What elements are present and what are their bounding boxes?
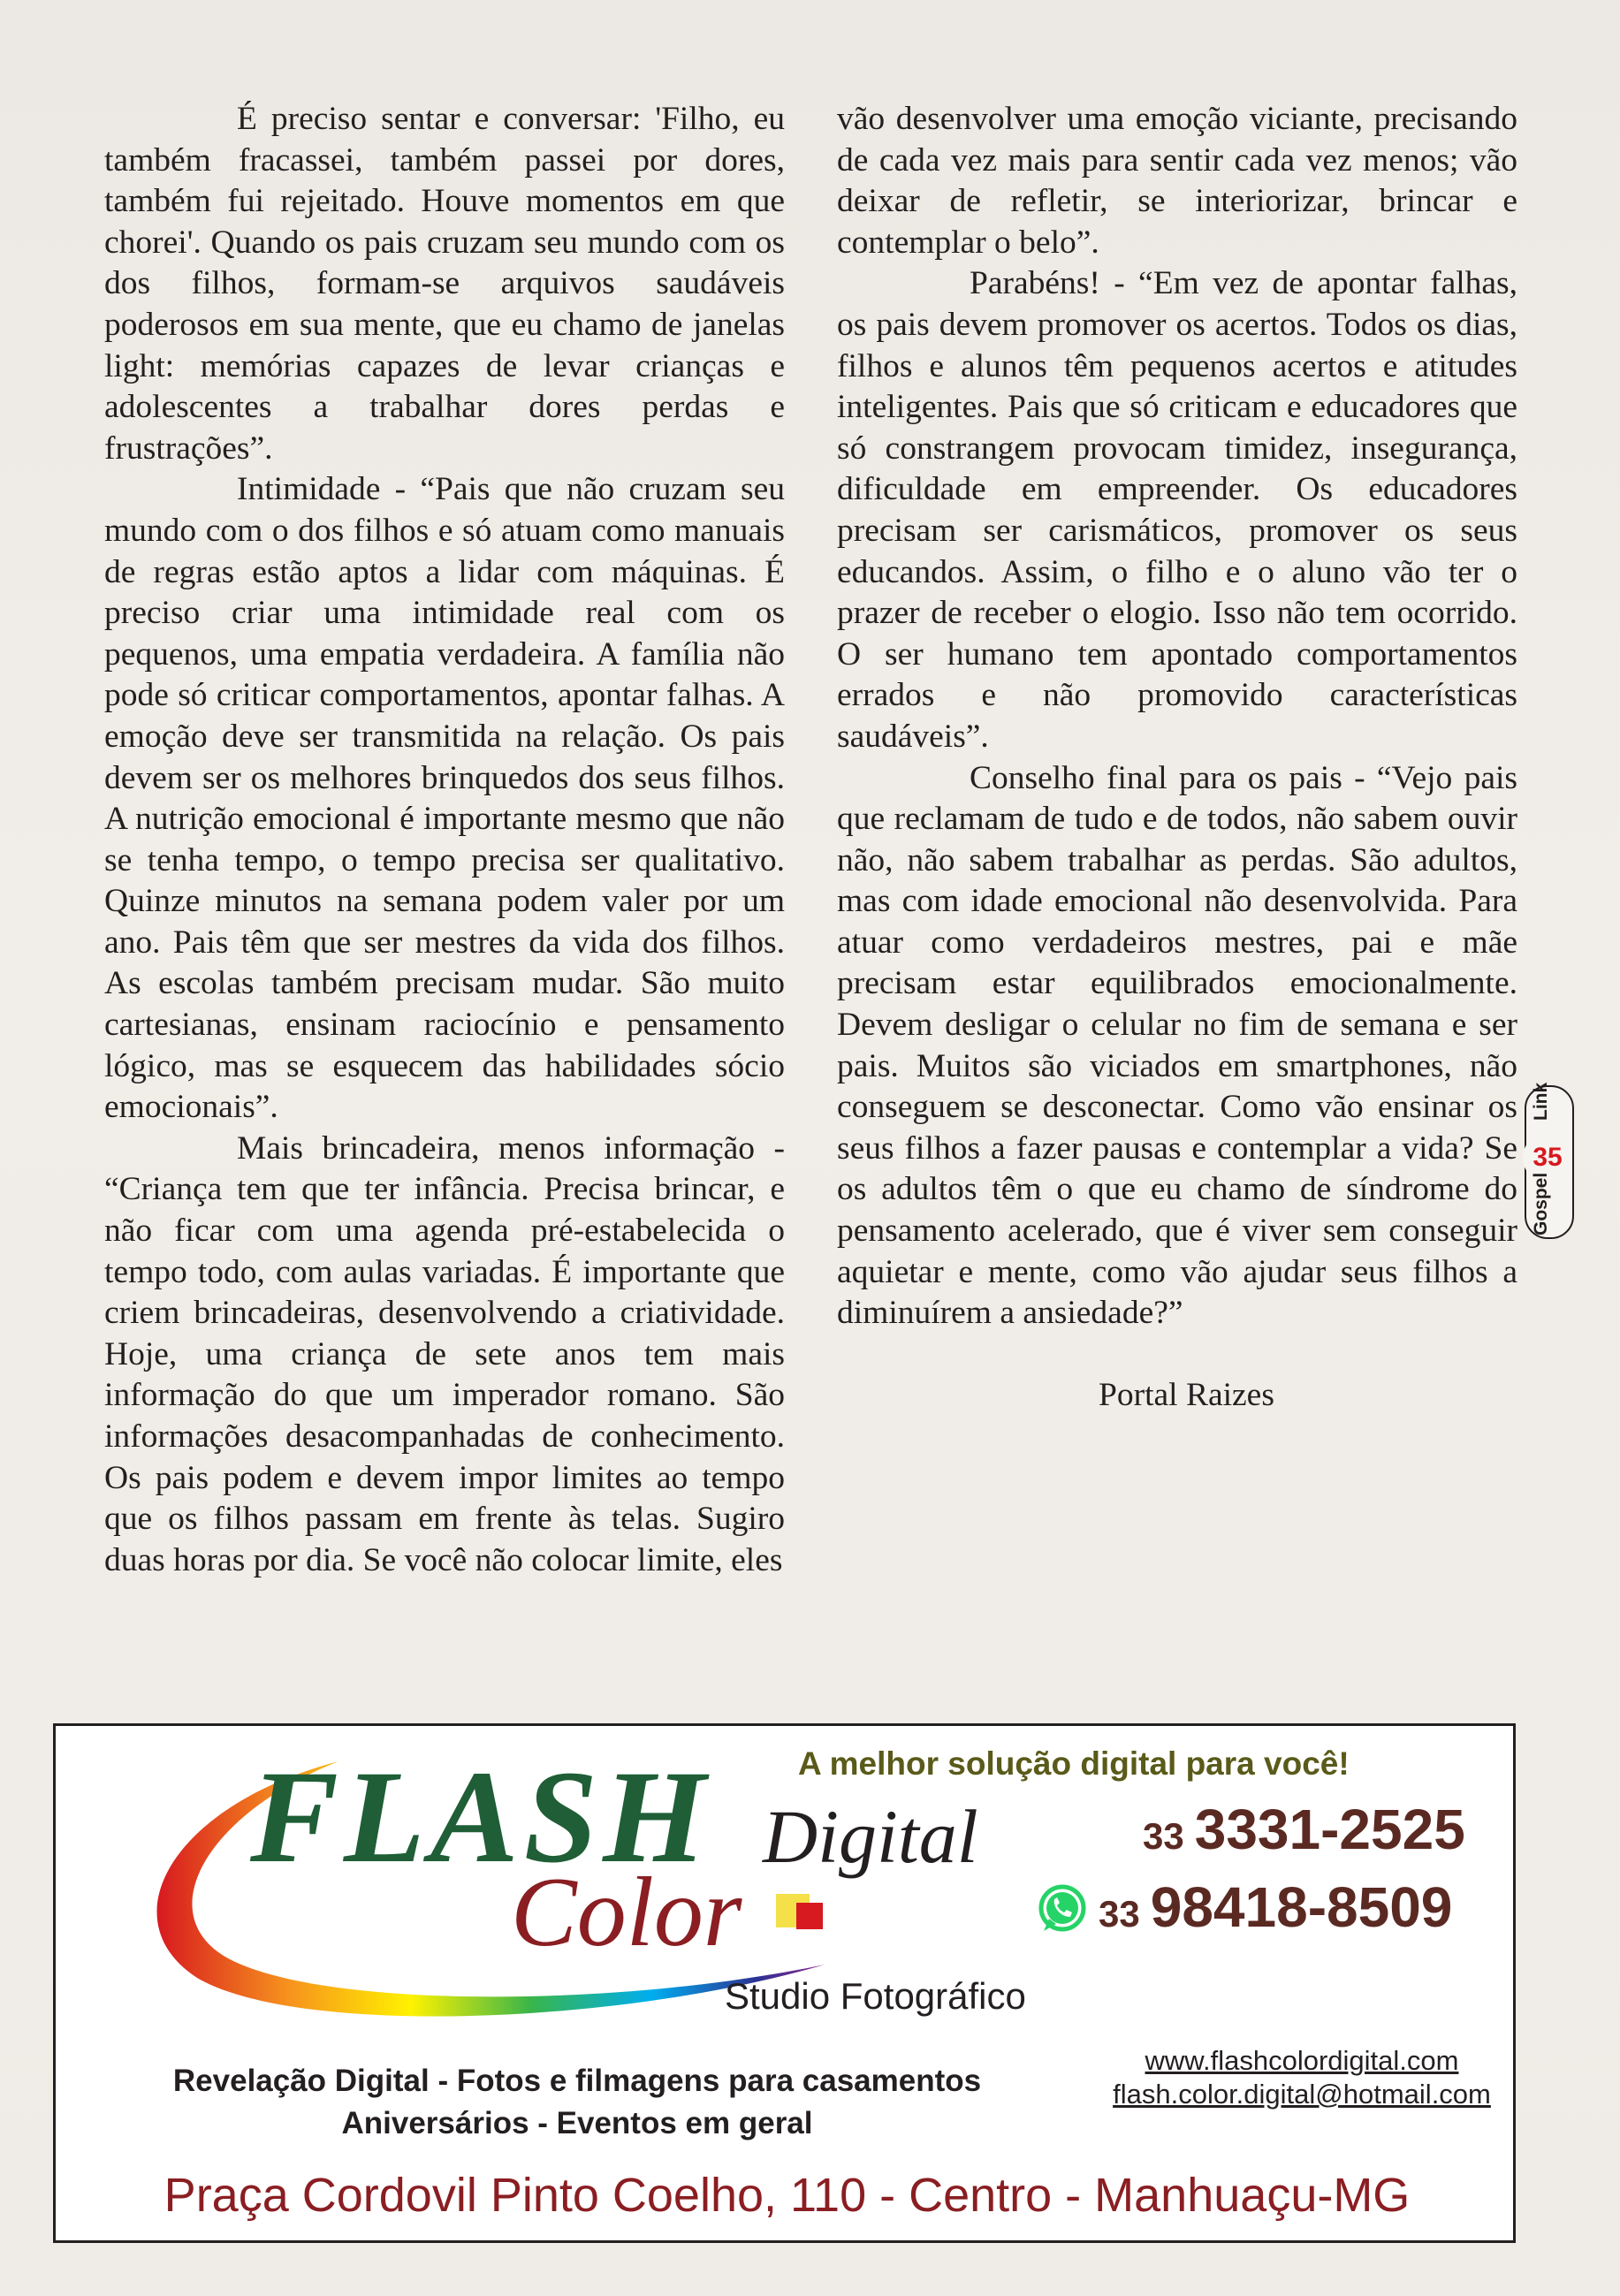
services-list: [109, 2060, 1046, 2145]
article-paragraph: vão desenvolver uma emoção viciante, precisando de cada vez mais para sentir cada vez menos; vão deixar de refletir, se interiorizar, brincar e contemplar o belo”.: [837, 101, 1517, 261]
advertisement: [53, 1723, 1516, 2243]
article-paragraph: Mais brincadeira, menos informação - “Criança tem que ter infância. Precisa brincar, e não ficar com uma agenda pré-estabelecida o tempo todo, com aulas variadas. É importante que criem brincadeiras, desenvolvendo a criatividade. Hoje, uma criança de sete anos tem mais informação do que um imperador romano. São informações desacompanhadas de conhecimento. Os pais podem e devem impor limites ao tempo que os filhos passam em frente às telas. Sugiro duas horas por dia. Se você não colocar limite, eles: [104, 1129, 785, 1578]
article-source: Portal Raizes: [1099, 1376, 1274, 1413]
phone2-ddd: 33: [1099, 1893, 1140, 1935]
brand-flash: FLASH: [250, 1744, 711, 1890]
phone-whatsapp: [1037, 1874, 1452, 1940]
article-paragraph: Intimidade - “Pais que não cruzam seu mundo com o dos filhos e só atuam como manuais de regras estão aptos a lidar com máquinas. É preciso criar uma intimidade real com os pequenos, uma empatia verdadeira. A família não pode só criticar comportamentos, apontar falhas. A emoção deve ser transmitida na relação. Os pais devem ser os melhores brinquedos dos seus filhos. A nutrição emocional é importante mesmo que não se tenha tempo, o tempo precisa ser qualitativo. Quinze minutos na semana podem valer por um ano. Pais têm que ser mestres da vida dos filhos. As escolas também precisam mudar. São muito cartesianas, ensinam raciocínio e pensamento lógico, mas se esquecem das habilidades sócio emocionais”.: [104, 471, 785, 1126]
article-paragraph: É preciso sentar e conversar: 'Filho, eu também fracassei, também passei por dores, também fui rejeitado. Houve momentos em que chorei'. Quando os pais cruzam seu mundo com os dos filhos, formam-se arquivos saudáveis poderosos em sua mente, que eu chamo de janelas light: memórias capazes de levar crianças e adolescentes a trabalhar dores perdas e frustrações”.: [104, 101, 785, 467]
logo-square-red: [796, 1903, 823, 1929]
page-number: 35: [1523, 1133, 1572, 1182]
phone1-number: 3331-2525: [1194, 1798, 1465, 1861]
article-paragraph: Parabéns! - “Em vez de apontar falhas, os pais devem promover os acertos. Todos os dias, filhos e alunos têm pequenos acertos e atitudes inteligentes. Pais que só criticam e educadores que só constrangem provocam timidez, insegurança, dificuldade em empreender. Os educadores precisam ser carismáticos, promover os seus educandos. Assim, o filho e o aluno vão ter o prazer de receber o elogio. Isso não tem ocorrido. O ser humano tem apontado comportamentos errados e não promovido características saudáveis”.: [837, 265, 1517, 755]
article-column-left: [104, 99, 785, 1581]
brand-color: Color: [511, 1858, 742, 1967]
page-number-tag: [1525, 1082, 1574, 1239]
page-tag-gospel: Gospel: [1531, 1172, 1551, 1235]
services-line-2: Aniversários - Eventos em geral: [341, 2106, 813, 2140]
website-link[interactable]: www.flashcolordigital.com: [1145, 2045, 1459, 2076]
ad-slogan: A melhor solução digital para você!: [798, 1745, 1350, 1782]
phone2-number: 98418-8509: [1150, 1875, 1453, 1939]
email-link[interactable]: flash.color.digital@hotmail.com: [1113, 2079, 1491, 2110]
page-tag-link: Link: [1531, 1082, 1551, 1121]
contact-web: [1090, 2044, 1514, 2111]
phone-landline: [1143, 1797, 1465, 1862]
services-line-1: Revelação Digital - Fotos e filmagens para casamentos: [172, 2064, 982, 2098]
phone1-ddd: 33: [1143, 1815, 1184, 1857]
studio-label: Studio Fotográfico: [725, 1975, 1026, 2017]
article-paragraph: Conselho final para os pais - “Vejo pais que reclamam de tudo e de todos, não sabem ouvir não, não sabem trabalhar as perdas. São adultos, mas com idade emocional não desenvolvida. Para atuar como verdadeiros mestres, pai e mãe precisam estar equilibrados emocionalmente. Devem desligar o celular no fim de semana e ser pais. Muitos são viciados em smartphones, não conseguem se desconectar. Como vão ensinar os seus filhos a fazer pausas e contemplar a vida? Se os adultos têm o que eu chamo de síndrome do pensamento acelerado, que é viver sem conseguir aquietar e mente, como vão ajudar seus filhos a diminuírem a ansiedade?”: [837, 759, 1517, 1332]
brand-digital: Digital: [763, 1794, 978, 1879]
ad-address: Praça Cordovil Pinto Coelho, 110 - Centro - Manhuaçu-MG: [164, 2169, 1411, 2222]
article-column-right: [837, 99, 1517, 1416]
